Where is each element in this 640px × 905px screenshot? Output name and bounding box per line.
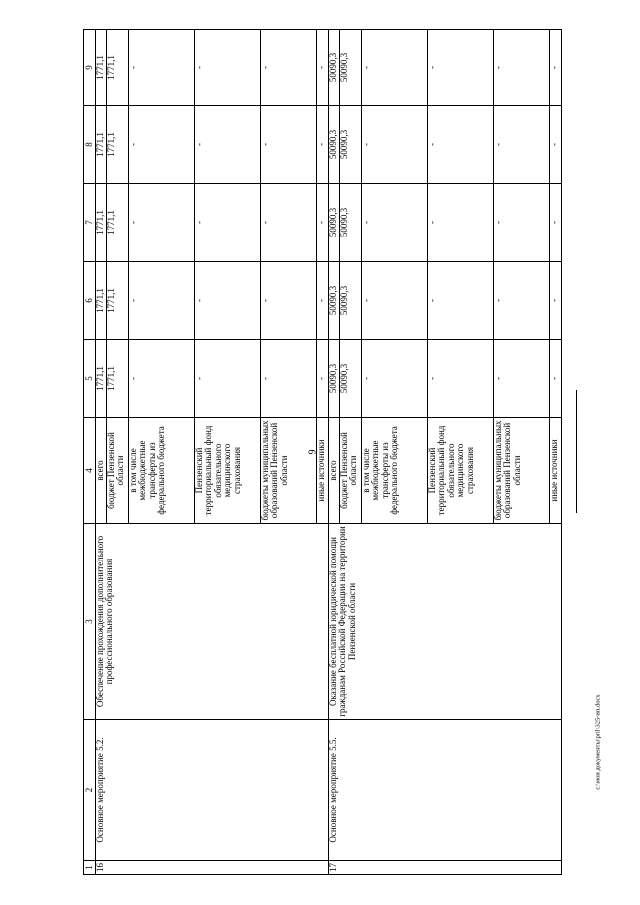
value-cell: 1771,1	[96, 106, 107, 184]
value-cell: -	[317, 106, 329, 184]
value-cell: 50090,3	[329, 30, 340, 106]
value-cell: -	[362, 340, 428, 418]
value-cell: 50090,3	[340, 184, 362, 262]
value-cell: 50090,3	[340, 262, 362, 340]
value-cell: -	[494, 30, 550, 106]
value-cell: 1771,1	[107, 340, 129, 418]
table-row	[329, 30, 340, 875]
value-cell: 1771,1	[107, 184, 129, 262]
value-cell: 1771,1	[107, 106, 129, 184]
value-cell: -	[129, 184, 195, 262]
value-cell: -	[428, 262, 494, 340]
value-cell: -	[195, 30, 261, 106]
value-cell: -	[261, 340, 317, 418]
value-cell: -	[195, 106, 261, 184]
value-cell: -	[129, 262, 195, 340]
value-cell: -	[261, 106, 317, 184]
header-cell: 1	[84, 861, 96, 875]
value-cell: 50090,3	[329, 184, 340, 262]
value-cell: 1771,1	[96, 262, 107, 340]
header-cell: 8	[84, 106, 96, 184]
funding-source: всего	[329, 418, 340, 524]
value-cell: 1771,1	[96, 30, 107, 106]
value-cell: 1771,1	[96, 184, 107, 262]
header-row	[84, 30, 96, 875]
value-cell: -	[261, 184, 317, 262]
value-cell: -	[362, 184, 428, 262]
value-cell: -	[550, 184, 562, 262]
value-cell: -	[317, 30, 329, 106]
activity-name: Обеспечение прохождения дополнительного профессионального образования	[96, 524, 329, 720]
value-cell: -	[428, 184, 494, 262]
value-cell: -	[362, 262, 428, 340]
funding-source: Пензенский территориальный фонд обязательного медицинского страхования	[428, 418, 494, 524]
value-cell: -	[195, 184, 261, 262]
value-cell: -	[550, 106, 562, 184]
funding-source: бюджет Пензенской области	[107, 418, 129, 524]
value-cell: -	[550, 262, 562, 340]
rotated-page-content	[83, 30, 559, 875]
row-number: 17	[329, 861, 562, 875]
value-cell: -	[362, 30, 428, 106]
funding-source: Пензенский территориальный фонд обязательного медицинского страхования	[195, 418, 261, 524]
value-cell: -	[317, 340, 329, 418]
funding-source: бюджет Пензенской области	[340, 418, 362, 524]
value-cell: 50090,3	[329, 262, 340, 340]
funding-source: бюджеты муниципальных образований Пензенской области	[261, 418, 317, 524]
value-cell: 1771,1	[96, 340, 107, 418]
page-number: 9	[307, 449, 319, 455]
activity-code: Основное мероприятие 5.5.	[329, 720, 562, 861]
header-cell: 7	[84, 184, 96, 262]
value-cell: -	[195, 262, 261, 340]
value-cell: 50090,3	[340, 340, 362, 418]
budget-table	[83, 29, 562, 875]
funding-source: иные источники	[317, 418, 329, 524]
row-number: 16	[96, 861, 329, 875]
value-cell: -	[129, 106, 195, 184]
table-row	[96, 30, 107, 875]
footer-file-path: c:\мои документы\pril\325-ип.docx	[594, 694, 602, 790]
value-cell: -	[317, 262, 329, 340]
value-cell: 50090,3	[329, 340, 340, 418]
value-cell: -	[494, 340, 550, 418]
value-cell: 50090,3	[340, 106, 362, 184]
funding-source: иные источники	[550, 418, 562, 524]
value-cell: 1771,1	[107, 30, 129, 106]
funding-source: бюджеты муниципальных образований Пензенской области	[494, 418, 550, 524]
value-cell: -	[261, 262, 317, 340]
header-cell: 6	[84, 262, 96, 340]
value-cell: 50090,3	[329, 106, 340, 184]
value-cell: -	[494, 262, 550, 340]
activity-code: Основное мероприятие 5.2.	[96, 720, 329, 861]
footnote-divider	[576, 390, 577, 513]
value-cell: -	[550, 30, 562, 106]
value-cell: 1771,1	[107, 262, 129, 340]
header-cell: 3	[84, 524, 96, 720]
header-cell: 9	[84, 30, 96, 106]
value-cell: -	[317, 184, 329, 262]
value-cell: -	[494, 184, 550, 262]
value-cell: -	[261, 30, 317, 106]
funding-source: в том числе межбюджетные трансферты из федерального бюджета	[362, 418, 428, 524]
value-cell: -	[129, 340, 195, 418]
funding-source: всего	[96, 418, 107, 524]
value-cell: -	[129, 30, 195, 106]
funding-source: в том числе межбюджетные трансферты из федерального бюджета	[129, 418, 195, 524]
value-cell: -	[428, 106, 494, 184]
value-cell: -	[550, 340, 562, 418]
value-cell: -	[195, 340, 261, 418]
value-cell: 50090,3	[340, 30, 362, 106]
activity-name: Оказание бесплатной юридической помощи гражданам Российской Федерации на территории Пензенской области	[329, 524, 562, 720]
value-cell: -	[494, 106, 550, 184]
header-cell: 4	[84, 418, 96, 524]
value-cell: -	[428, 340, 494, 418]
value-cell: -	[362, 106, 428, 184]
header-cell: 5	[84, 340, 96, 418]
header-cell: 2	[84, 720, 96, 861]
value-cell: -	[428, 30, 494, 106]
